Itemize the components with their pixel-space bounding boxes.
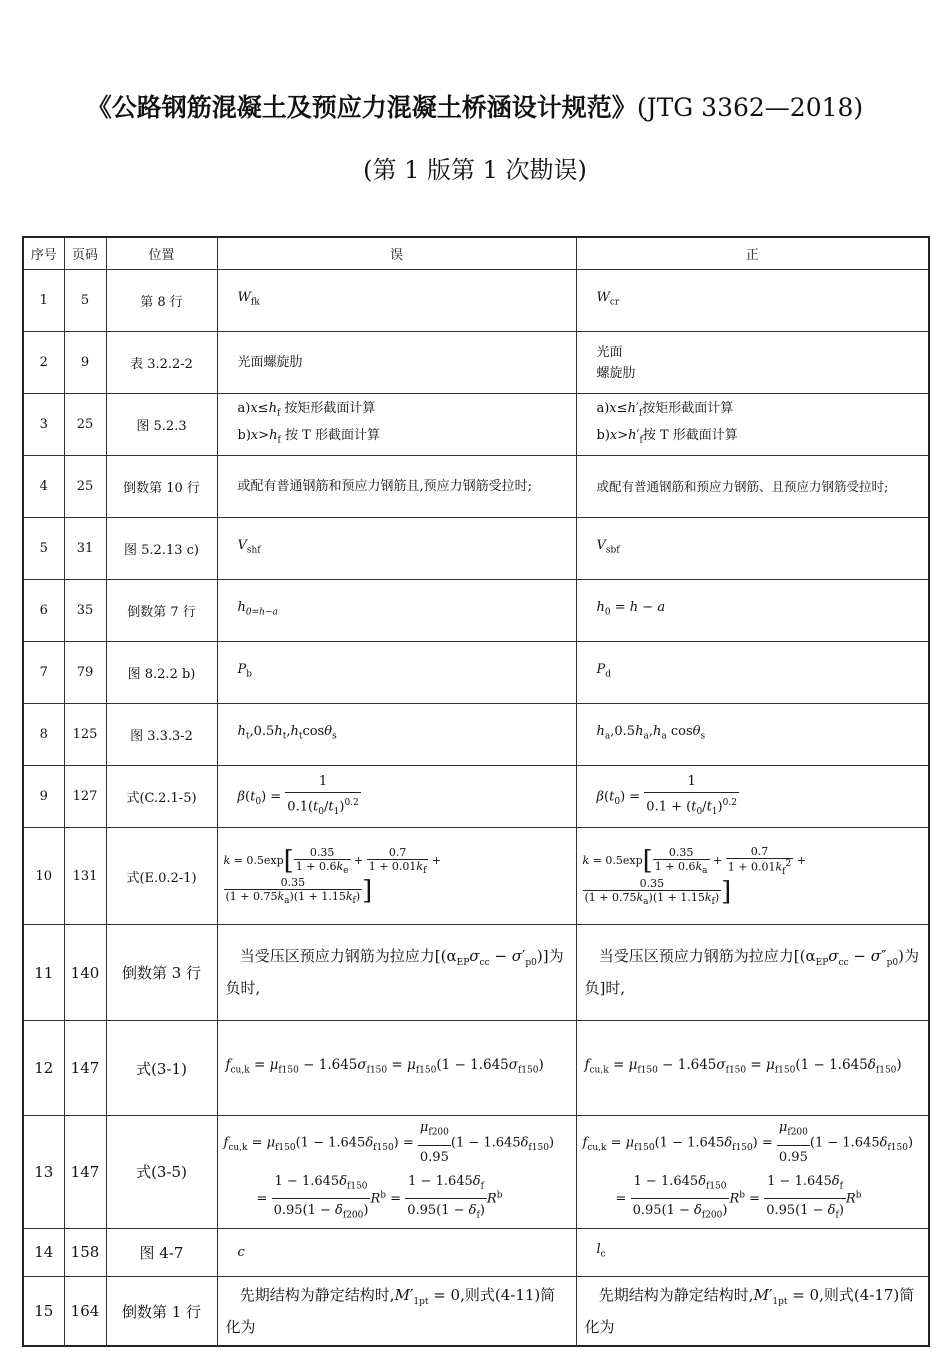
table-row bbox=[23, 456, 929, 518]
row-location: 图 5.2.13 c) bbox=[106, 518, 217, 580]
table-row bbox=[23, 1228, 929, 1276]
header-location: 位置 bbox=[106, 237, 217, 270]
table-row bbox=[23, 925, 929, 1021]
table-row bbox=[23, 1276, 929, 1346]
row-wrong: 或配有普通钢筋和预应力钢筋且,预应力钢筋受拉时; bbox=[217, 456, 576, 518]
row-index: 14 bbox=[23, 1228, 64, 1276]
row-wrong: k = 0.5exp[ $\frac{0.35}{1 + 0.6k_e}$ + $\frac{0.7}{1 + 0.01k_f}$ + $\frac{0.35}{(1 + 0.75k_a)(1 + 1.15k_f)}$ ] bbox=[217, 828, 576, 925]
row-correct: $\beta(t_0)$ = $\frac{1}{0.1 + (t_0/t_1)^{0.2}}$ bbox=[576, 766, 929, 828]
row-index: 10 bbox=[23, 828, 64, 925]
row-wrong: $P_b$ bbox=[217, 642, 576, 704]
row-index: 8 bbox=[23, 704, 64, 766]
row-correct: $a)x\le h'_f$按矩形截面计算 $b)x>h'_f$按 T 形截面计算 bbox=[576, 394, 929, 456]
row-correct: $V_{sbf}$ bbox=[576, 518, 929, 580]
header-index: 序号 bbox=[23, 237, 64, 270]
row-index: 2 bbox=[23, 332, 64, 394]
row-index: 4 bbox=[23, 456, 64, 518]
row-location: 图 4-7 bbox=[106, 1228, 217, 1276]
row-wrong: $\beta(t_0)$ = $\frac{1}{0.1(t_0/t_1)^{0.2}}$ bbox=[217, 766, 576, 828]
row-index: 3 bbox=[23, 394, 64, 456]
row-page: 25 bbox=[64, 456, 106, 518]
row-correct: k = 0.5exp[ $\frac{0.35}{1 + 0.6k_a}$ + $\frac{0.7}{1 + 0.01k_f^2}$ + $\frac{0.35}{(1 + 0.75k_a)(1 + 1.15k_f)}$ ] bbox=[576, 828, 929, 925]
row-page: 127 bbox=[64, 766, 106, 828]
document-title bbox=[0, 88, 950, 124]
table-row bbox=[23, 1021, 929, 1116]
row-correct: $P_d$ bbox=[576, 642, 929, 704]
row-wrong: $f_{cu,k} = \mu_{f150}(1 - 1.645\delta_{f150})$ = $\frac{\mu_{f200}}{0.95}$ $(1 - 1.645\delta_{f150})$ = $\frac{1 - 1.645\delta_{f150}}{0.95(1 - \delta_{f200})}$ $R^b$ = $\frac{1 - 1.645\delta_f}{0.95(1 - \delta_f)}$ $R^b$ bbox=[217, 1116, 576, 1229]
row-page: 125 bbox=[64, 704, 106, 766]
row-location: 倒数第 3 行 bbox=[106, 925, 217, 1021]
row-wrong: $V_{shf}$ bbox=[217, 518, 576, 580]
row-correct: 或配有普通钢筋和预应力钢筋、且预应力钢筋受拉时; bbox=[576, 456, 929, 518]
row-correct: $f_{cu,k} = \mu_{f150} - 1.645\sigma_{f150} = \mu_{f150}(1 - 1.645\delta_{f150})$ bbox=[576, 1021, 929, 1116]
row-location: 图 3.3.3-2 bbox=[106, 704, 217, 766]
row-location: 式(E.0.2-1) bbox=[106, 828, 217, 925]
row-location: 图 5.2.3 bbox=[106, 394, 217, 456]
row-page: 164 bbox=[64, 1276, 106, 1346]
row-index: 6 bbox=[23, 580, 64, 642]
row-correct: 当受压区预应力钢筋为拉应力[$(\alpha_{EP}\sigma_{cc} - \sigma''_{p0})$为负]时, bbox=[576, 925, 929, 1021]
row-correct: $l_c$ bbox=[576, 1228, 929, 1276]
row-location: 倒数第 7 行 bbox=[106, 580, 217, 642]
row-location: 倒数第 1 行 bbox=[106, 1276, 217, 1346]
table-row bbox=[23, 828, 929, 925]
document-subtitle: (第 1 版第 1 次勘误) bbox=[363, 156, 587, 184]
row-index: 15 bbox=[23, 1276, 64, 1346]
row-page: 131 bbox=[64, 828, 106, 925]
row-index: 11 bbox=[23, 925, 64, 1021]
row-wrong: c bbox=[217, 1228, 576, 1276]
table-row bbox=[23, 332, 929, 394]
row-wrong: $a)x\le h_f$ 按矩形截面计算 $b)x>h_f$ 按 T 形截面计算 bbox=[217, 394, 576, 456]
row-index: 5 bbox=[23, 518, 64, 580]
row-correct: $h_a,0.5h_a,h_a$ cosθ$_s$ bbox=[576, 704, 929, 766]
row-index: 12 bbox=[23, 1021, 64, 1116]
row-page: 140 bbox=[64, 925, 106, 1021]
row-wrong: $h_t,0.5h_t,h_t\cos\theta_s$ bbox=[217, 704, 576, 766]
document-code: (JTG 3362—2018) bbox=[636, 93, 864, 122]
row-page: 147 bbox=[64, 1116, 106, 1229]
row-page: 5 bbox=[64, 270, 106, 332]
row-wrong: $W_{fk}$ bbox=[217, 270, 576, 332]
row-index: 1 bbox=[23, 270, 64, 332]
row-correct: $h_0 = h - a$ bbox=[576, 580, 929, 642]
row-index: 13 bbox=[23, 1116, 64, 1229]
errata-table bbox=[22, 236, 930, 1347]
table-header-row bbox=[23, 237, 929, 270]
row-location: 图 8.2.2 b) bbox=[106, 642, 217, 704]
row-page: 147 bbox=[64, 1021, 106, 1116]
row-page: 25 bbox=[64, 394, 106, 456]
row-page: 31 bbox=[64, 518, 106, 580]
table-row bbox=[23, 518, 929, 580]
row-location: 式(C.2.1-5) bbox=[106, 766, 217, 828]
row-correct: $f_{cu,k} = \mu_{f150}(1 - 1.645\delta_{f150})$ = $\frac{\mu_{f200}}{0.95}$ $(1 - 1.645\delta_{f150})$ = $\frac{1 - 1.645\delta_{f150}}{0.95(1 - \delta_{f200})}$ $R^b$ = $\frac{1 - 1.645\delta_f}{0.95(1 - \delta_f)}$ $R^b$ bbox=[576, 1116, 929, 1229]
row-wrong: $h_{0=h-a}$ bbox=[217, 580, 576, 642]
header-wrong: 误 bbox=[217, 237, 576, 270]
header-correct: 正 bbox=[576, 237, 929, 270]
table-row bbox=[23, 766, 929, 828]
row-wrong: 当受压区预应力钢筋为拉应力$[(\alpha_{EP}\sigma_{cc} - \sigma'_{p0})]$为负时, bbox=[217, 925, 576, 1021]
row-page: 79 bbox=[64, 642, 106, 704]
table-row bbox=[23, 270, 929, 332]
row-location: 倒数第 10 行 bbox=[106, 456, 217, 518]
table-row bbox=[23, 642, 929, 704]
header-page: 页码 bbox=[64, 237, 106, 270]
table-row bbox=[23, 394, 929, 456]
row-location: 表 3.2.2-2 bbox=[106, 332, 217, 394]
row-wrong: 先期结构为静定结构时$,M'_{1pt} = 0$,则式(4-11)简化为 bbox=[217, 1276, 576, 1346]
table-row bbox=[23, 580, 929, 642]
row-page: 35 bbox=[64, 580, 106, 642]
row-index: 7 bbox=[23, 642, 64, 704]
row-wrong: $f_{cu,k} = \mu_{f150} - 1.645\sigma_{f150} = \mu_{f150}(1 - 1.645\sigma_{f150})$ bbox=[217, 1021, 576, 1116]
table-row bbox=[23, 704, 929, 766]
document-title-main: 《公路钢筋混凝土及预应力混凝土桥涵设计规范》 bbox=[86, 93, 637, 122]
row-correct: 先期结构为静定结构时$,M'_{1pt} = 0$,则式(4-17)简化为 bbox=[576, 1276, 929, 1346]
row-wrong: 光面螺旋肋 bbox=[217, 332, 576, 394]
row-location: 式(3-1) bbox=[106, 1021, 217, 1116]
row-location: 第 8 行 bbox=[106, 270, 217, 332]
row-correct: $W_{cr}$ bbox=[576, 270, 929, 332]
table-row bbox=[23, 1116, 929, 1229]
row-index: 9 bbox=[23, 766, 64, 828]
row-page: 9 bbox=[64, 332, 106, 394]
row-location: 式(3-5) bbox=[106, 1116, 217, 1229]
row-correct: 光面 螺旋肋 bbox=[576, 332, 929, 394]
row-page: 158 bbox=[64, 1228, 106, 1276]
